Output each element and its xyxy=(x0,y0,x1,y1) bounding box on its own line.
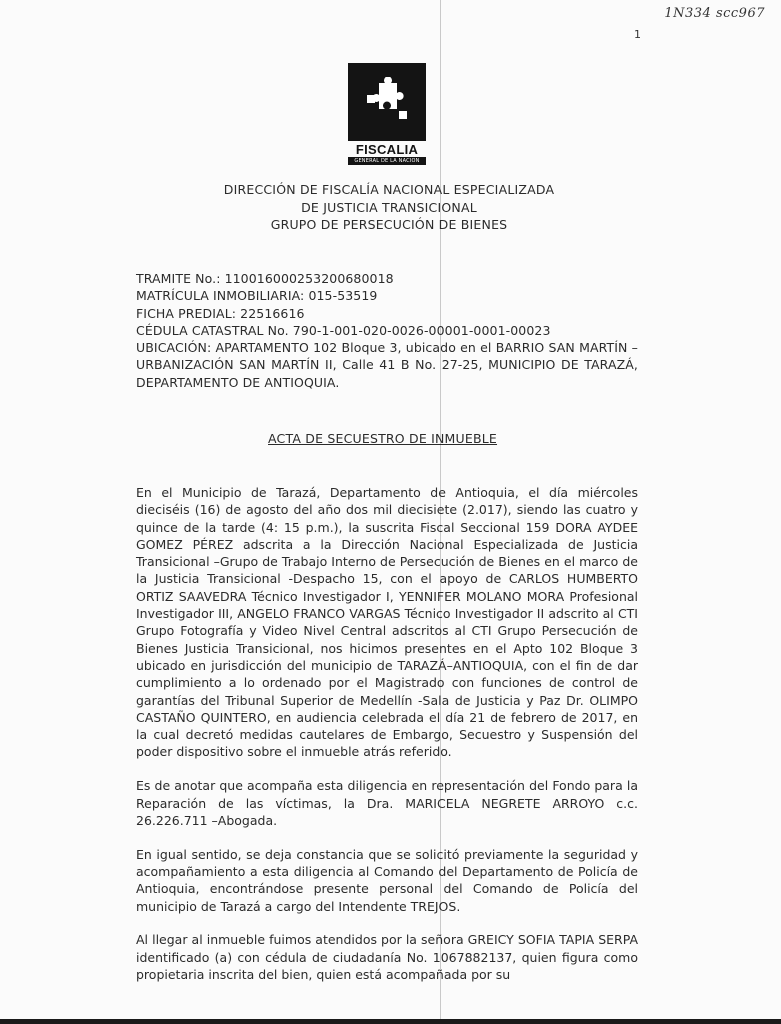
cedula-catastral: CÉDULA CATASTRAL No. 790-1-001-020-0026-00001-0001-00023 xyxy=(136,322,551,338)
header-line-2: DE JUSTICIA TRANSICIONAL xyxy=(301,199,477,215)
fiscalia-logo xyxy=(348,63,426,165)
document-body xyxy=(136,484,638,1000)
case-metadata xyxy=(136,270,638,391)
tramite-number: TRAMITE No.: 11001600025320068001​8 xyxy=(136,271,394,286)
paragraph: En igual sentido, se deja constancia que se solicitó previamente la seguridad y acompañamiento a esta diligencia al Comando del Departamento de Policía de Antioquia, encontrándose presente personal del Comando de Policía del municipio de Tarazá a cargo del Intendente TREJOS. xyxy=(136,846,638,914)
puzzle-piece-icon xyxy=(348,63,426,141)
logo-name: FISCALIA xyxy=(355,142,419,157)
ficha-predial: FICHA PREDIAL: 22516616 xyxy=(136,305,305,321)
document-title: ACTA DE SECUESTRO DE INMUEBLE xyxy=(268,431,498,446)
document-header xyxy=(130,181,648,234)
handwritten-note: 1N334 scc967 xyxy=(664,6,765,21)
paragraph: En el Municipio de Tarazá, Departamento de Antioquia, el día miércoles dieciséis (16) de agosto del año dos mil diecisiete (2.017), siendo las cuatro y quince de la tarde (4: 15 p.m.), la suscrita Fiscal Seccional 159 DORA AYDEE GOMEZ PÉREZ adscrita a la Dirección Nacional Especializada de Justicia Transicional –Grupo de Trabajo Interno de Persecución de Bienes en el marco de la Justicia Transicional -Despacho 15, con el apoyo de CARLOS HUMBERTO ORTIZ SAAVEDRA Técnico Investigador I, YENNIFER MOLANO MORA Profesional Investigador III, ANGELO FRANCO VARGAS Técnico Investigador II adscrito al CTI Grupo Fotografía y Video Nivel Central adscritos al CTI Grupo Persecución de Bienes Justicia Transicional, nos hicimos presentes en el Apto 102 Bloque 3 ubicado en jurisdicción del municipio de TARAZÁ–ANTIOQUIA, con el fin de dar cumplimiento a lo ordenado por el Magistrado con funciones de control de garantías del Tribunal Superior de Medellín -Sala de Justicia y Paz Dr. OLIMPO CASTAÑO QUINTERO, en audiencia celebrada el día 21 de febrero de 2017, en la cual decretó medidas cautelares de Embargo, Secuestro y Suspensión del poder dispositivo sobre el inmueble atrás referido. xyxy=(136,485,638,760)
logo-subtitle: GENERAL DE LA NACION xyxy=(348,157,426,165)
header-line-1: DIRECCIÓN DE FISCALÍA NACIONAL ESPECIALIZADA xyxy=(223,182,555,197)
matricula-inmobiliaria: MATRÍCULA INMOBILIARIA: 015-53519 xyxy=(136,288,378,304)
scan-bottom-edge xyxy=(0,1019,781,1024)
header-line-3: GRUPO DE PERSECUCIÓN DE BIENES xyxy=(270,217,508,232)
paragraph: Al llegar al inmueble fuimos atendidos por la señora GREICY SOFIA TAPIA SERPA identificado (a) con cédula de ciudadanía No. 1067882137, quien figura como propietaria inscrita del bien, quien está acompañada por su xyxy=(136,932,638,982)
page-number: 1 xyxy=(634,28,641,41)
paragraph: Es de anotar que acompaña esta diligencia en representación del Fondo para la Reparación de las víctimas, la Dra. MARICELA NEGRETE ARROYO c.c. 26.226.711 –Abogada. xyxy=(136,778,638,828)
ubicacion: UBICACIÓN: APARTAMENTO 102 Bloque 3, ubicado en el BARRIO SAN MARTÍN –URBANIZACIÓN SAN MARTÍN II, Calle 41 B No. 27-25, MUNICIPIO DE TARAZÁ, DEPARTAMENTO DE ANTIOQUIA. xyxy=(136,340,638,390)
